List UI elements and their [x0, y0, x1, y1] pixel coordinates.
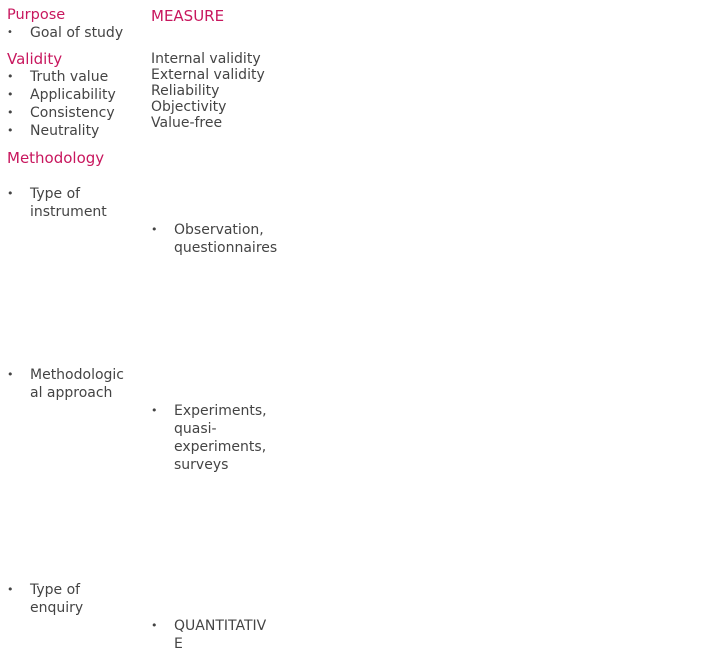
purpose-item-label: Goal of study — [30, 25, 124, 41]
validity-measure: External validity — [151, 67, 265, 83]
methodology-measure — [151, 402, 324, 474]
methodology-measure-label: QUANTITATIV E — [174, 618, 267, 652]
bullet-icon: • — [151, 223, 158, 236]
purpose-item — [7, 24, 160, 42]
methodology-measure-label: Observation, questionnaires — [174, 222, 278, 256]
validity-list — [7, 68, 142, 140]
methodology-measure — [151, 221, 324, 257]
validity-item-label: Truth value — [30, 69, 109, 85]
methodology-item — [7, 366, 165, 402]
validity-measure: Objectivity — [151, 99, 227, 115]
validity-measure: Internal validity — [151, 51, 261, 67]
methodology-measure-label: Experiments, quasi- experiments, surveys — [174, 403, 267, 473]
bullet-icon: • — [151, 619, 158, 632]
validity-measure: Reliability — [151, 83, 220, 99]
validity-item — [7, 104, 142, 122]
methodology-item-label: Type of enquiry — [30, 582, 84, 616]
bullet-icon: • — [7, 187, 14, 200]
methodology-measure — [151, 617, 324, 653]
methodology-item-label: Methodologic al approach — [30, 367, 125, 401]
methodology-heading: Methodology — [7, 149, 105, 167]
validity-item — [7, 122, 142, 140]
methodology-item — [7, 581, 165, 617]
bullet-icon: • — [7, 583, 14, 596]
measure-heading: MEASURE — [151, 7, 225, 25]
purpose-heading: Purpose — [7, 7, 66, 23]
validity-item-label: Consistency — [30, 105, 115, 121]
validity-heading: Validity — [7, 50, 63, 68]
validity-item-label: Applicability — [30, 87, 116, 103]
bullet-icon: • — [7, 70, 14, 83]
bullet-icon: • — [7, 124, 14, 137]
validity-item — [7, 68, 142, 86]
validity-item-label: Neutrality — [30, 123, 100, 139]
validity-measures — [151, 51, 265, 131]
validity-measure: Value-free — [151, 115, 223, 131]
bullet-icon: • — [7, 27, 13, 38]
bullet-icon: • — [7, 368, 14, 381]
bullet-icon: • — [151, 404, 158, 417]
methodology-item-label: Type of instrument — [30, 186, 107, 220]
bullet-icon: • — [7, 106, 14, 119]
methodology-item — [7, 185, 165, 221]
bullet-icon: • — [7, 88, 14, 101]
validity-item — [7, 86, 142, 104]
